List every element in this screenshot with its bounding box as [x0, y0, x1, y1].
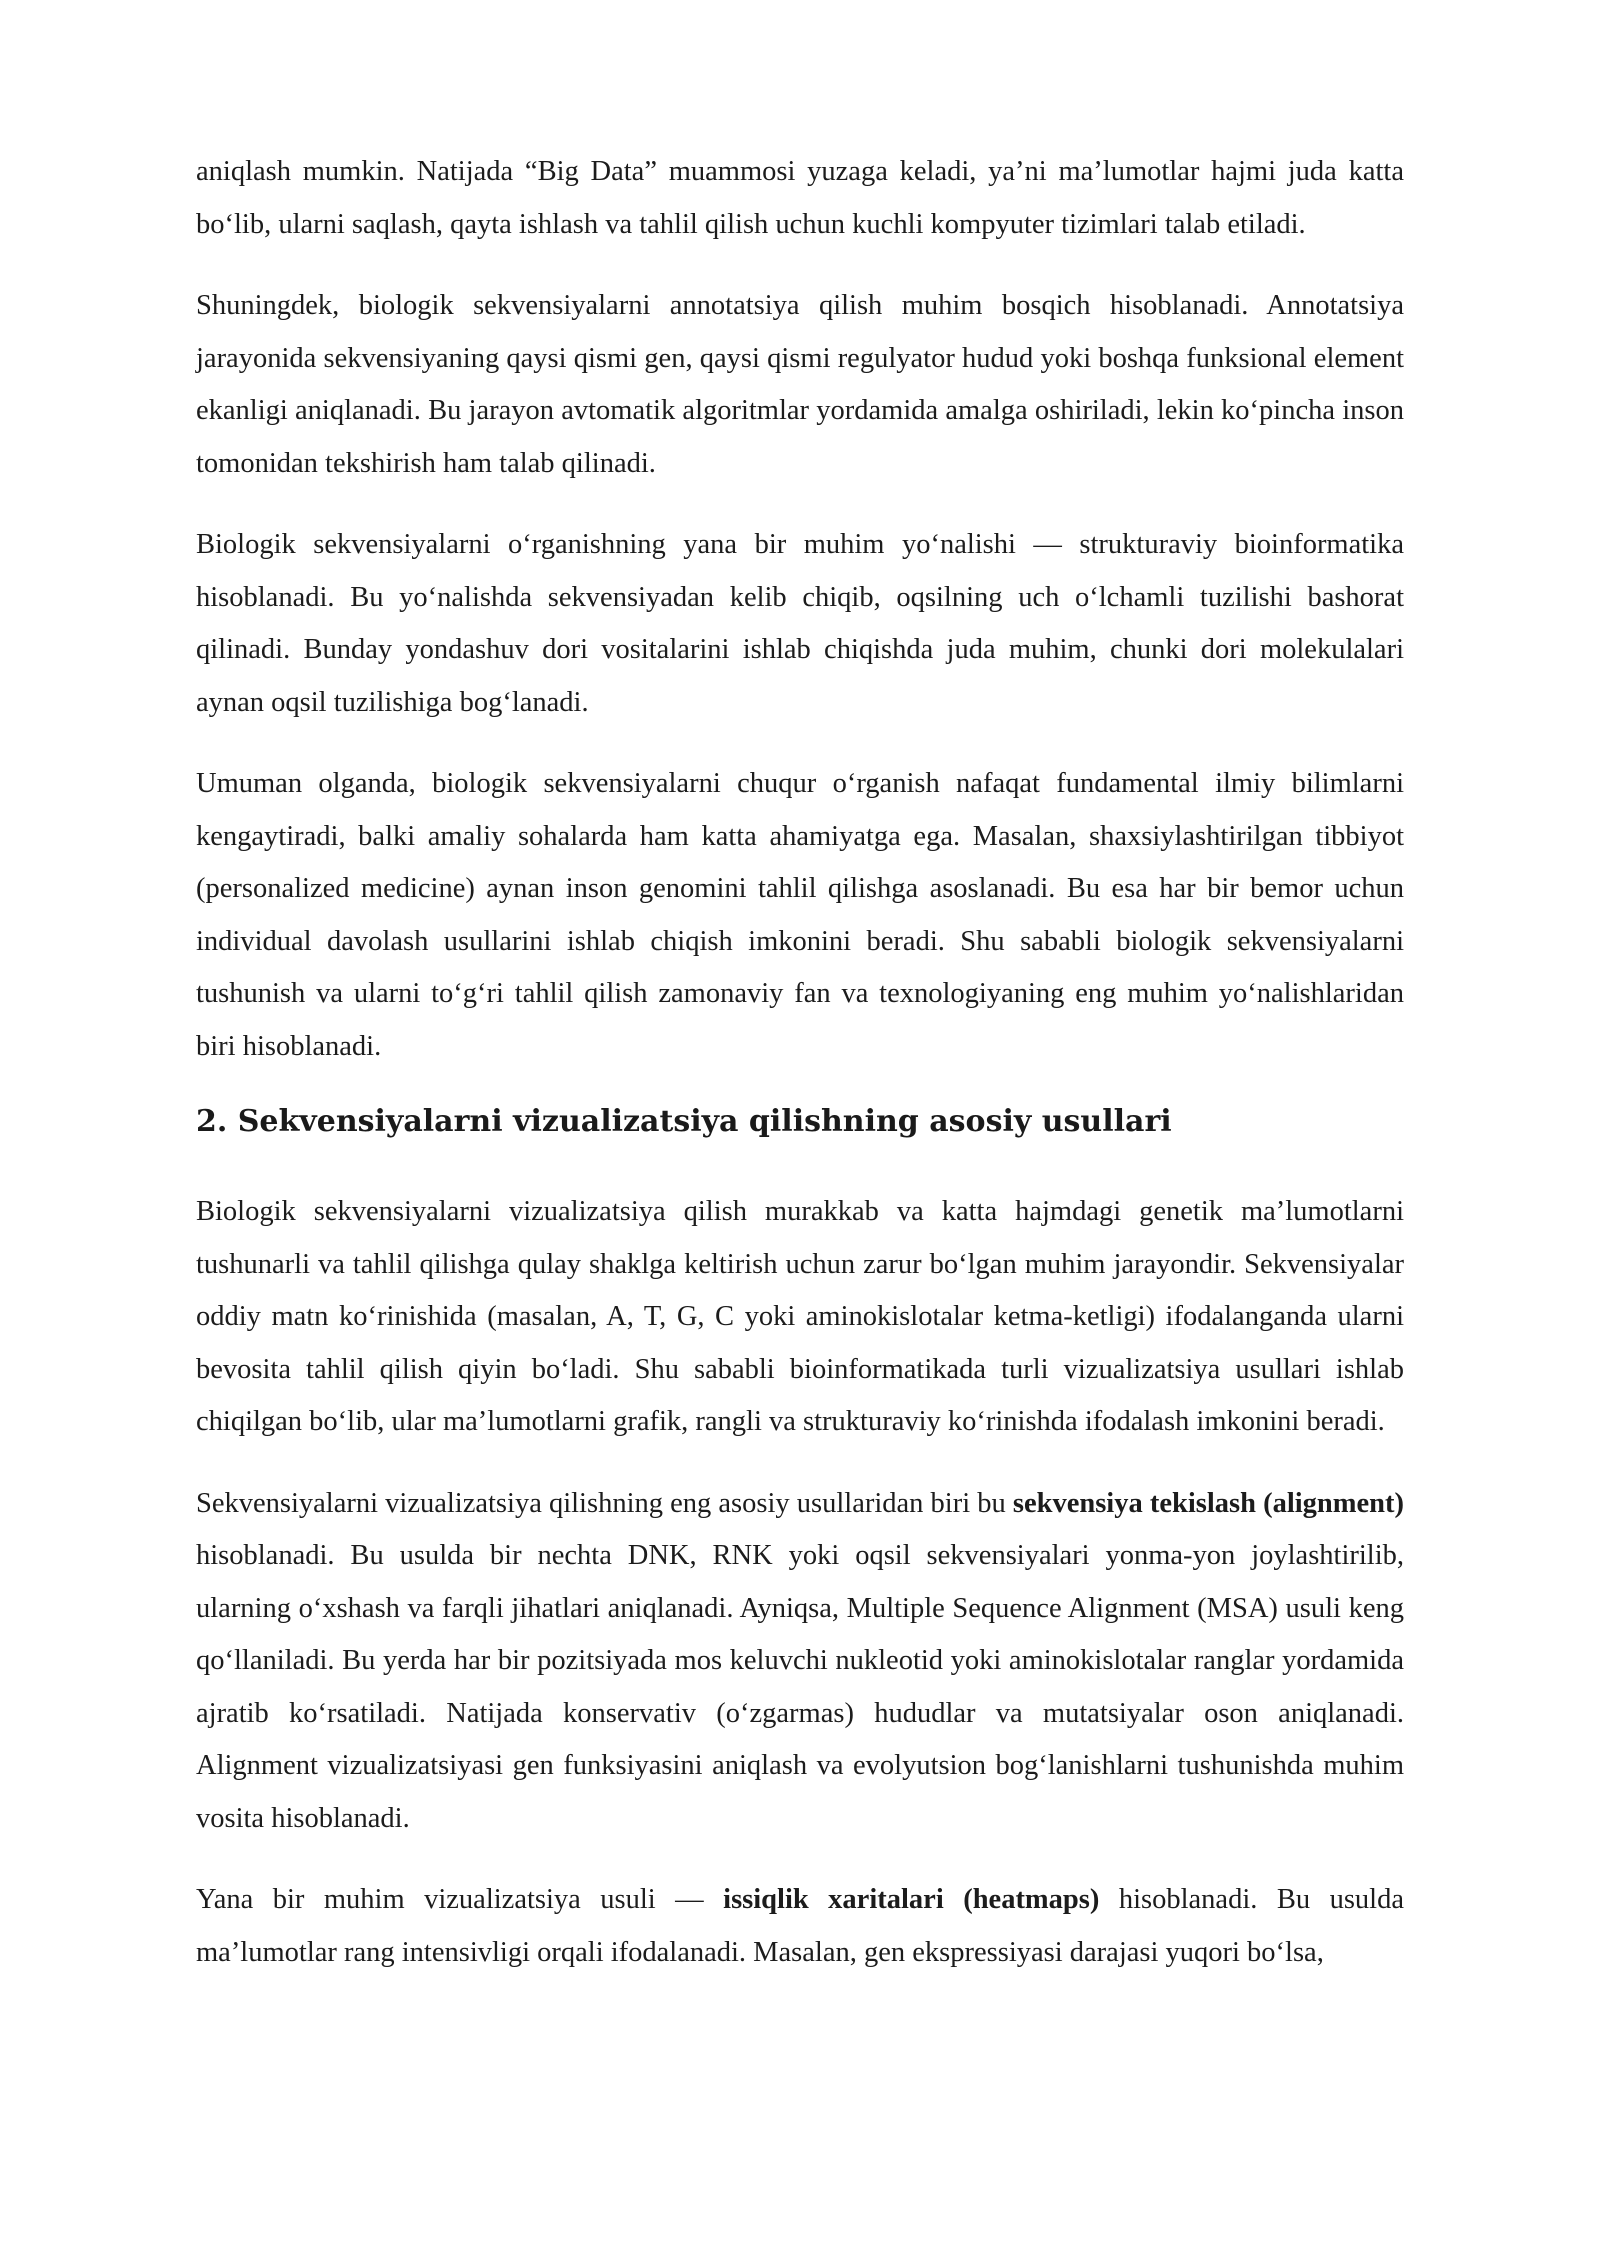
alignment-text-before: Sekvensiyalarni vizualizatsiya qilishning eng asosiy usullaridan biri bu [196, 1487, 1013, 1519]
paragraph-heatmaps [196, 1874, 1404, 1979]
heatmap-text-after: hisoblanadi. Bu usulda ma’lumotlar rang intensivligi orqali ifodalanadi. Masalan, gen ekspressiyasi darajasi yuqori bo‘lsa, [196, 1884, 1404, 1968]
paragraph-annotation: Shuningdek, biologik sekvensiyalarni annotatsiya qilish muhim bosqich hisoblanadi. Annotatsiya jarayonida sekvensiyaning qaysi qismi gen, qaysi qismi regulyator hudud yoki boshqa funksional element ekanligi aniqlanadi. Bu jarayon avtomatik algoritmlar yordamida amalga oshiriladi, lekin ko‘pincha inson tomonidan tekshirish ham talab qilinadi. [196, 290, 1404, 479]
alignment-text-after: hisoblanadi. Bu usulda bir nechta DNK, RNK yoki oqsil sekvensiyalari yonma-yon joylashtirilib, ularning o‘xshash va farqli jihatlari aniqlanadi. Ayniqsa, Multiple Sequence Alignment (MSA) usuli keng qo‘llaniladi. Bu yerda har bir pozitsiyada mos keluvchi nukleotid yoki aminokislotalar ranglar yordamida ajratib ko‘rsatiladi. Natijada konservativ (o‘zgarmas) hududlar va mutatsiyalar oson aniqlanadi. Alignment vizualizatsiyasi gen funksiyasini aniqlash va evolyutsion bog‘lanishlarni tushunishda muhim vosita hisoblanadi. [196, 1540, 1404, 1834]
paragraph-personalized-medicine: Umuman olganda, biologik sekvensiyalarni chuqur o‘rganish nafaqat fundamental ilmiy bilimlarni kengaytiradi, balki amaliy sohalarda ham katta ahamiyatga ega. Masalan, shaxsiylashtirilgan tibbiyot (personalized medicine) aynan inson genomini tahlil qilishga asoslanadi. Bu esa har bir bemor uchun individual davolash usullarini ishlab chiqish imkonini beradi. Shu sababli biologik sekvensiyalarni tushunish va ularni to‘g‘ri tahlil qilish zamonaviy fan va texnologiyaning eng muhim yo‘nalishlaridan biri hisoblanadi. [196, 768, 1404, 1062]
heatmap-term: issiqlik xaritalari (heatmaps) [723, 1884, 1100, 1915]
heatmap-text-before: Yana bir muhim vizualizatsiya usuli — [196, 1884, 724, 1915]
paragraph-structural-bioinformatics: Biologik sekvensiyalarni o‘rganishning yana bir muhim yo‘nalishi — strukturaviy bioinformatika hisoblanadi. Bu yo‘nalishda sekvensiyadan kelib chiqib, oqsilning uch o‘lchamli tuzilishi bashorat qilinadi. Bunday yondashuv dori vositalarini ishlab chiqishda juda muhim, chunki dori molekulalari aynan oqsil tuzilishiga bog‘lanadi. [196, 529, 1404, 718]
document-page [196, 146, 1404, 2008]
paragraph-alignment [196, 1478, 1404, 1846]
paragraph-visualization-intro: Biologik sekvensiyalarni vizualizatsiya qilish murakkab va katta hajmdagi genetik ma’lumotlarni tushunarli va tahlil qilishga qulay shaklga keltirish uchun zarur bo‘lgan muhim jarayondir. Sekvensiyalar oddiy matn ko‘rinishida (masalan, A, T, G, C yoki aminokislotalar ketma-ketligi) ifodalanganda ularni bevosita tahlil qilish qiyin bo‘ladi. Shu sababli bioinformatikada turli vizualizatsiya usullari ishlab chiqilgan bo‘lib, ular ma’lumotlarni grafik, rangli va strukturaviy ko‘rinishda ifodalash imkonini beradi. [196, 1196, 1404, 1437]
alignment-term: sekvensiya tekislash (alignment) [1012, 1487, 1404, 1519]
section-heading: 2. Sekvensiyalarni vizualizatsiya qilishning asosiy usullari [196, 1104, 1172, 1139]
paragraph-big-data: aniqlash mumkin. Natijada “Big Data” muammosi yuzaga keladi, ya’ni ma’lumotlar hajmi juda katta bo‘lib, ularni saqlash, qayta ishlash va tahlil qilish uchun kuchli kompyuter tizimlari talab etiladi. [196, 156, 1404, 240]
